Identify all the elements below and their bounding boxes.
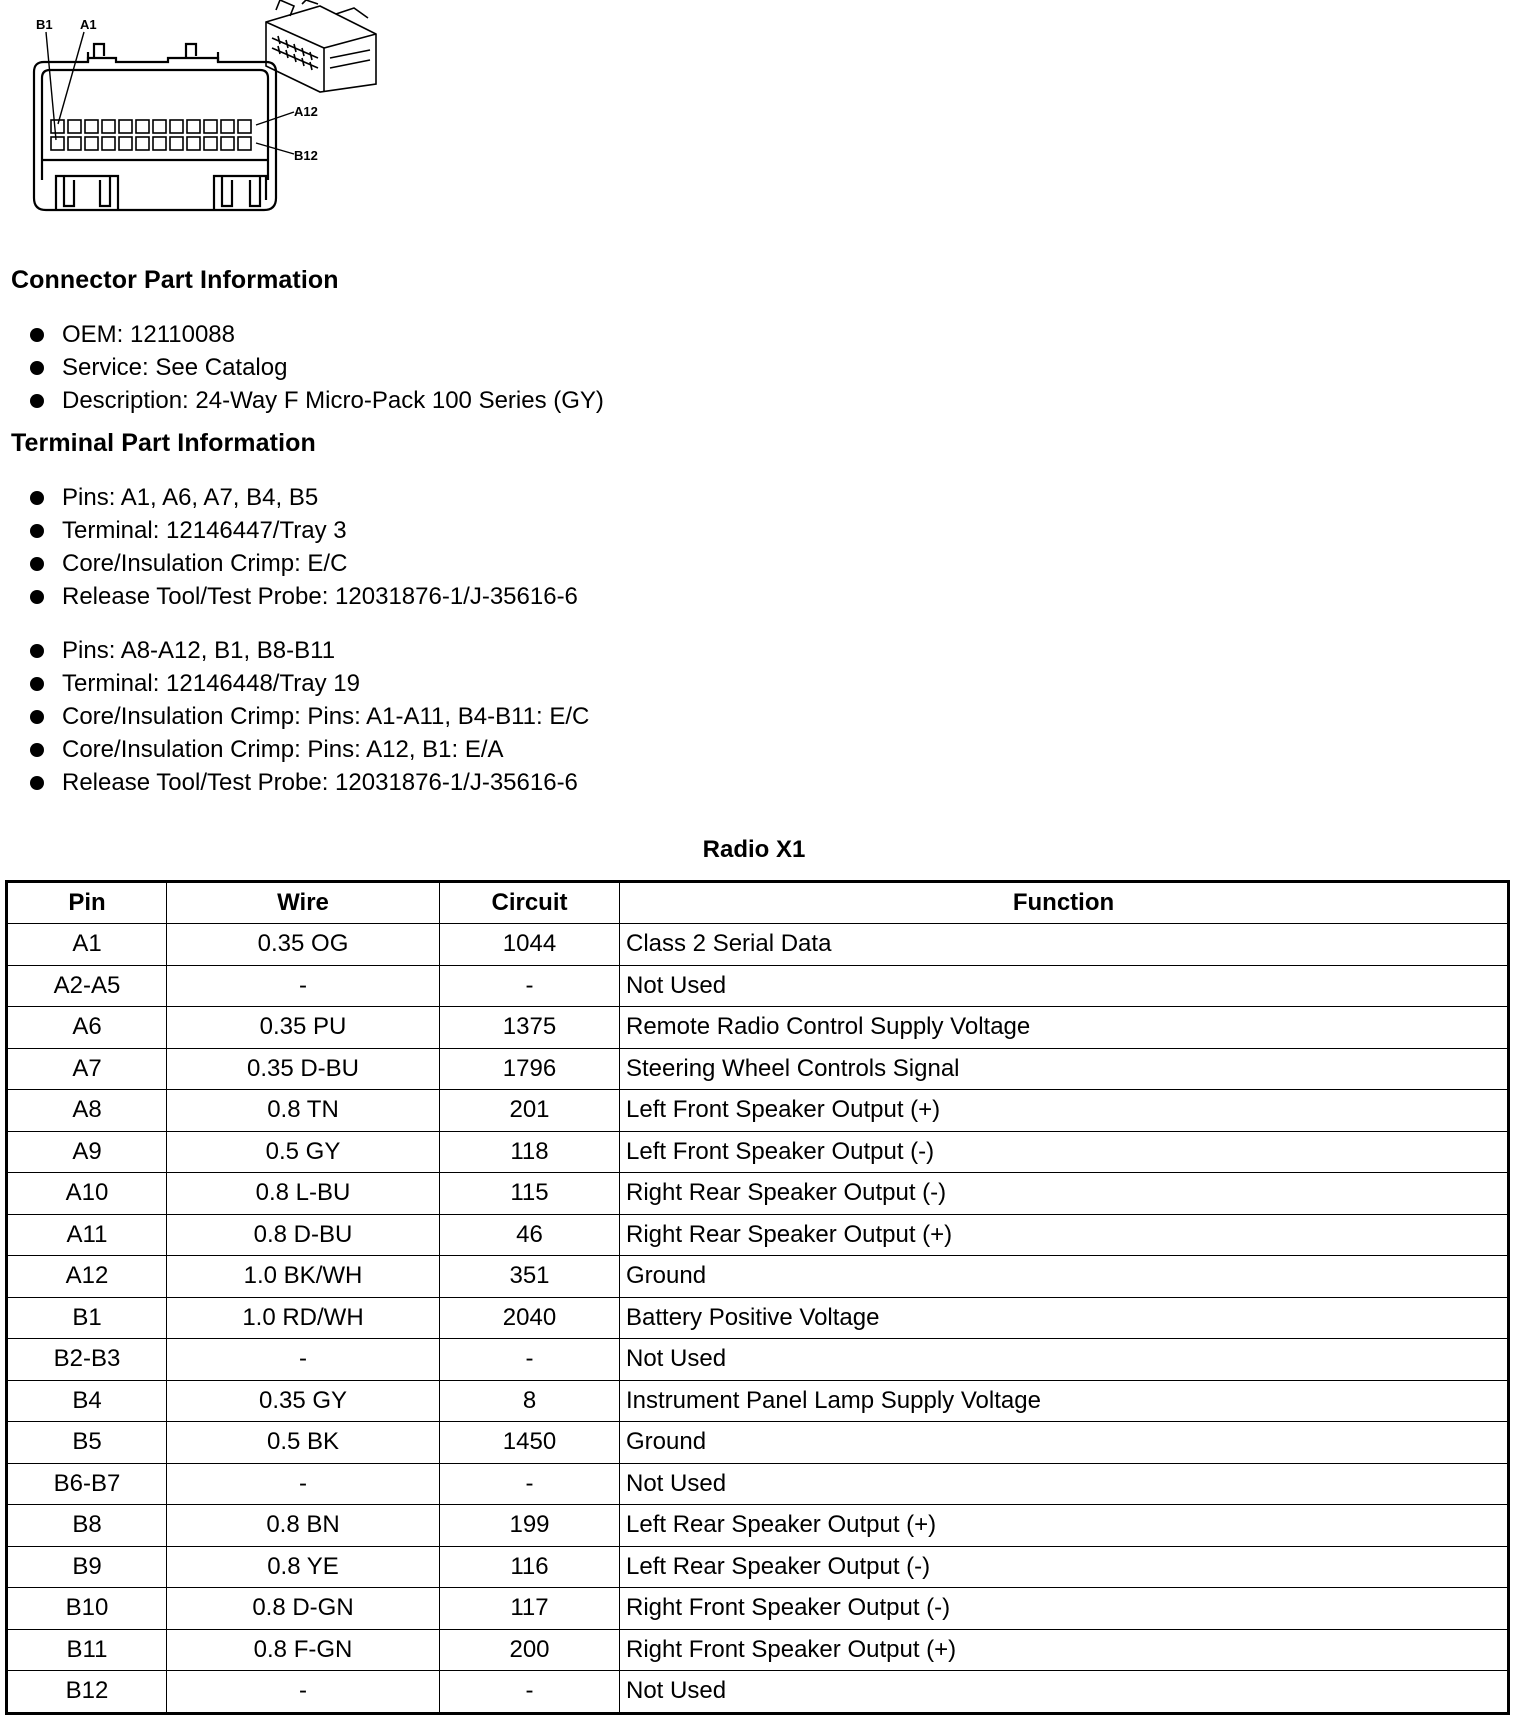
cell-circuit: 351 bbox=[440, 1256, 620, 1298]
cell-function: Not Used bbox=[620, 965, 1509, 1007]
cell-wire: - bbox=[167, 1463, 440, 1505]
connector-info-list bbox=[30, 318, 604, 417]
connector-face-diagram bbox=[18, 0, 398, 220]
bullet-icon bbox=[30, 743, 44, 757]
cell-pin: A2-A5 bbox=[7, 965, 167, 1007]
list-item-text: Core/Insulation Crimp: Pins: A1-A11, B4-B11: E/C bbox=[62, 703, 590, 730]
cell-pin: A1 bbox=[7, 924, 167, 966]
bullet-icon bbox=[30, 394, 44, 408]
table-row bbox=[7, 1214, 1509, 1256]
cell-circuit: 1375 bbox=[440, 1007, 620, 1049]
list-item-text: Terminal: 12146448/Tray 19 bbox=[62, 670, 360, 697]
table-row bbox=[7, 1339, 1509, 1381]
list-item-text: Release Tool/Test Probe: 12031876-1/J-35616-6 bbox=[62, 583, 578, 610]
cell-function: Left Rear Speaker Output (-) bbox=[620, 1546, 1509, 1588]
cell-pin: B8 bbox=[7, 1505, 167, 1547]
list-item-text: Service: See Catalog bbox=[62, 354, 288, 381]
list-item bbox=[30, 481, 578, 514]
cell-wire: 1.0 BK/WH bbox=[167, 1256, 440, 1298]
table-row bbox=[7, 1546, 1509, 1588]
cell-circuit: 46 bbox=[440, 1214, 620, 1256]
table-row bbox=[7, 1256, 1509, 1298]
cell-function: Not Used bbox=[620, 1463, 1509, 1505]
label-a1: A1 bbox=[80, 17, 97, 32]
cell-pin: B4 bbox=[7, 1380, 167, 1422]
cell-pin: A10 bbox=[7, 1173, 167, 1215]
table-header-row bbox=[7, 882, 1509, 924]
cell-circuit: 116 bbox=[440, 1546, 620, 1588]
list-item bbox=[30, 547, 578, 580]
cell-wire: 0.35 OG bbox=[167, 924, 440, 966]
cell-function: Not Used bbox=[620, 1339, 1509, 1381]
list-item bbox=[30, 580, 578, 613]
table-row bbox=[7, 924, 1509, 966]
cell-circuit: 115 bbox=[440, 1173, 620, 1215]
list-item bbox=[30, 766, 589, 799]
list-item bbox=[30, 733, 589, 766]
list-item-text: Pins: A1, A6, A7, B4, B5 bbox=[62, 484, 319, 511]
list-item-text: Core/Insulation Crimp: E/C bbox=[62, 550, 348, 577]
header-circuit: Circuit bbox=[440, 882, 620, 924]
cell-wire: 0.8 D-GN bbox=[167, 1588, 440, 1630]
cell-pin: B11 bbox=[7, 1629, 167, 1671]
table-row bbox=[7, 1671, 1509, 1714]
cell-wire: 0.8 YE bbox=[167, 1546, 440, 1588]
cell-function: Remote Radio Control Supply Voltage bbox=[620, 1007, 1509, 1049]
bullet-icon bbox=[30, 644, 44, 658]
terminal-info-list-2 bbox=[30, 634, 589, 799]
cell-function: Left Front Speaker Output (-) bbox=[620, 1131, 1509, 1173]
cell-pin: A12 bbox=[7, 1256, 167, 1298]
cell-function: Not Used bbox=[620, 1671, 1509, 1714]
cell-pin: A8 bbox=[7, 1090, 167, 1132]
bullet-icon bbox=[30, 328, 44, 342]
cell-circuit: 1796 bbox=[440, 1048, 620, 1090]
list-item bbox=[30, 700, 589, 733]
cell-wire: 0.8 F-GN bbox=[167, 1629, 440, 1671]
cell-function: Left Rear Speaker Output (+) bbox=[620, 1505, 1509, 1547]
cell-wire: 0.5 GY bbox=[167, 1131, 440, 1173]
cell-function: Battery Positive Voltage bbox=[620, 1297, 1509, 1339]
header-function: Function bbox=[620, 882, 1509, 924]
bullet-icon bbox=[30, 557, 44, 571]
list-item bbox=[30, 351, 604, 384]
cell-wire: 0.35 PU bbox=[167, 1007, 440, 1049]
cell-function: Ground bbox=[620, 1422, 1509, 1464]
cell-circuit: 8 bbox=[440, 1380, 620, 1422]
cell-pin: B2-B3 bbox=[7, 1339, 167, 1381]
table-row bbox=[7, 1048, 1509, 1090]
pin-cavities bbox=[51, 120, 251, 150]
cell-function: Left Front Speaker Output (+) bbox=[620, 1090, 1509, 1132]
cell-wire: 0.8 L-BU bbox=[167, 1173, 440, 1215]
cell-function: Right Rear Speaker Output (-) bbox=[620, 1173, 1509, 1215]
cell-pin: B12 bbox=[7, 1671, 167, 1714]
cell-function: Steering Wheel Controls Signal bbox=[620, 1048, 1509, 1090]
cell-wire: 0.35 D-BU bbox=[167, 1048, 440, 1090]
table-row bbox=[7, 1629, 1509, 1671]
connector-info-heading: Connector Part Information bbox=[11, 266, 339, 294]
list-item bbox=[30, 667, 589, 700]
cell-circuit: 1044 bbox=[440, 924, 620, 966]
list-item bbox=[30, 384, 604, 417]
table-row bbox=[7, 1505, 1509, 1547]
cell-function: Right Rear Speaker Output (+) bbox=[620, 1214, 1509, 1256]
bullet-icon bbox=[30, 524, 44, 538]
table-row bbox=[7, 1173, 1509, 1215]
cell-function: Right Front Speaker Output (+) bbox=[620, 1629, 1509, 1671]
cell-wire: - bbox=[167, 1671, 440, 1714]
bullet-icon bbox=[30, 361, 44, 375]
cell-wire: 0.8 BN bbox=[167, 1505, 440, 1547]
cell-circuit: - bbox=[440, 1671, 620, 1714]
list-item bbox=[30, 318, 604, 351]
bullet-icon bbox=[30, 590, 44, 604]
cell-circuit: 2040 bbox=[440, 1297, 620, 1339]
table-row bbox=[7, 1090, 1509, 1132]
list-item-text: Core/Insulation Crimp: Pins: A12, B1: E/A bbox=[62, 736, 504, 763]
bullet-icon bbox=[30, 491, 44, 505]
cell-wire: 0.35 GY bbox=[167, 1380, 440, 1422]
table-row bbox=[7, 1380, 1509, 1422]
table-title: Radio X1 bbox=[702, 836, 806, 863]
cell-function: Ground bbox=[620, 1256, 1509, 1298]
cell-circuit: - bbox=[440, 1463, 620, 1505]
cell-circuit: 200 bbox=[440, 1629, 620, 1671]
cell-pin: A11 bbox=[7, 1214, 167, 1256]
cell-pin: B10 bbox=[7, 1588, 167, 1630]
list-item-text: Release Tool/Test Probe: 12031876-1/J-35616-6 bbox=[62, 769, 578, 796]
cell-circuit: 117 bbox=[440, 1588, 620, 1630]
cell-circuit: - bbox=[440, 1339, 620, 1381]
cell-pin: B9 bbox=[7, 1546, 167, 1588]
cell-pin: B5 bbox=[7, 1422, 167, 1464]
cell-wire: 0.8 D-BU bbox=[167, 1214, 440, 1256]
cell-circuit: 1450 bbox=[440, 1422, 620, 1464]
list-item-text: Pins: A8-A12, B1, B8-B11 bbox=[62, 637, 336, 664]
table-row bbox=[7, 1131, 1509, 1173]
label-b12: B12 bbox=[294, 148, 318, 163]
list-item-text: Description: 24-Way F Micro-Pack 100 Series (GY) bbox=[62, 387, 604, 414]
cell-circuit: 199 bbox=[440, 1505, 620, 1547]
terminal-info-heading: Terminal Part Information bbox=[11, 429, 316, 457]
cell-circuit: 201 bbox=[440, 1090, 620, 1132]
cell-wire: 1.0 RD/WH bbox=[167, 1297, 440, 1339]
table-row bbox=[7, 1422, 1509, 1464]
cell-pin: B6-B7 bbox=[7, 1463, 167, 1505]
bullet-icon bbox=[30, 776, 44, 790]
cell-pin: B1 bbox=[7, 1297, 167, 1339]
list-item-text: Terminal: 12146447/Tray 3 bbox=[62, 517, 347, 544]
cell-circuit: - bbox=[440, 965, 620, 1007]
cell-wire: 0.5 BK bbox=[167, 1422, 440, 1464]
table-row bbox=[7, 1007, 1509, 1049]
table-row bbox=[7, 965, 1509, 1007]
callout-lines bbox=[46, 32, 294, 154]
connector-perspective-view bbox=[266, 0, 376, 92]
pin-table bbox=[5, 880, 1510, 1715]
table-row bbox=[7, 1588, 1509, 1630]
cell-wire: - bbox=[167, 965, 440, 1007]
cell-function: Instrument Panel Lamp Supply Voltage bbox=[620, 1380, 1509, 1422]
cell-pin: A7 bbox=[7, 1048, 167, 1090]
cell-pin: A6 bbox=[7, 1007, 167, 1049]
bullet-icon bbox=[30, 710, 44, 724]
table-row bbox=[7, 1297, 1509, 1339]
header-wire: Wire bbox=[167, 882, 440, 924]
cell-wire: 0.8 TN bbox=[167, 1090, 440, 1132]
cell-pin: A9 bbox=[7, 1131, 167, 1173]
list-item bbox=[30, 514, 578, 547]
bullet-icon bbox=[30, 677, 44, 691]
list-item bbox=[30, 634, 589, 667]
label-a12: A12 bbox=[294, 104, 318, 119]
cell-circuit: 118 bbox=[440, 1131, 620, 1173]
cell-wire: - bbox=[167, 1339, 440, 1381]
cell-function: Right Front Speaker Output (-) bbox=[620, 1588, 1509, 1630]
header-pin: Pin bbox=[7, 882, 167, 924]
label-b1: B1 bbox=[36, 17, 53, 32]
table-row bbox=[7, 1463, 1509, 1505]
cell-function: Class 2 Serial Data bbox=[620, 924, 1509, 966]
terminal-info-list-1 bbox=[30, 481, 578, 613]
list-item-text: OEM: 12110088 bbox=[62, 321, 236, 348]
connector-body bbox=[34, 44, 276, 210]
